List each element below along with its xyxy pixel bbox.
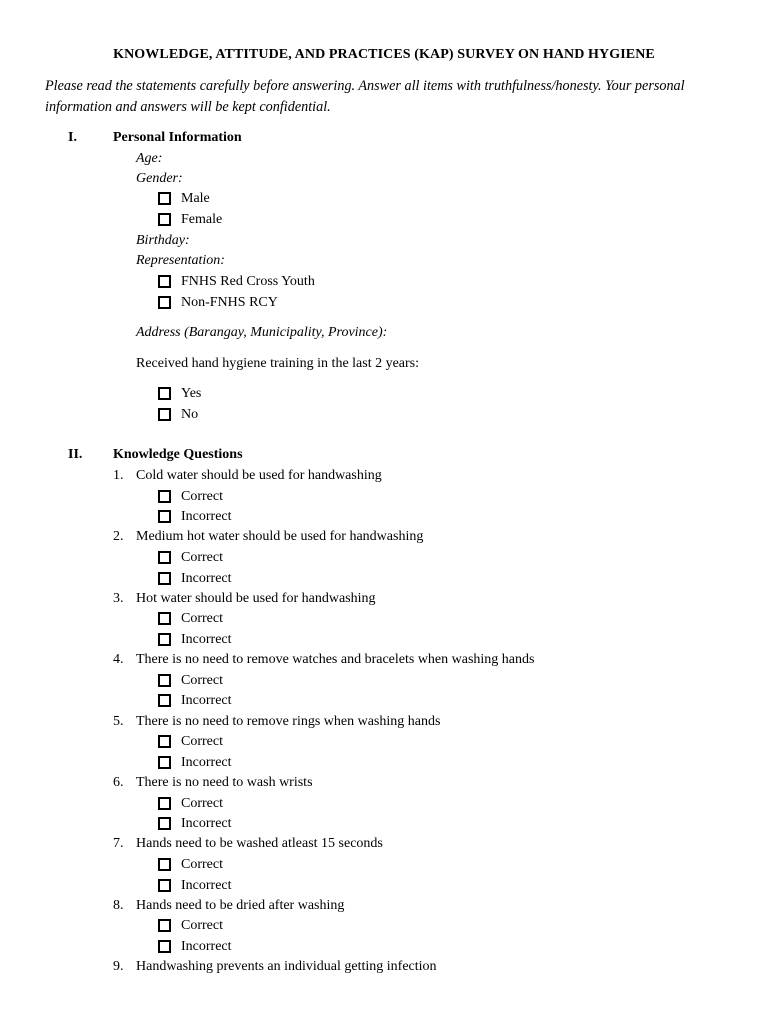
checkbox[interactable] (158, 633, 171, 646)
representation-option-non-rcy[interactable] (158, 294, 278, 311)
option-label: No (181, 407, 199, 422)
checkbox[interactable] (158, 879, 171, 892)
option-label: Incorrect (181, 693, 232, 709)
checkbox[interactable] (158, 490, 171, 503)
section-numeral: II. (68, 447, 83, 462)
option-label: Incorrect (181, 631, 232, 647)
question-number: 1. (113, 468, 124, 483)
checkbox[interactable] (158, 694, 171, 707)
answer-option-correct[interactable] (158, 733, 223, 750)
checkbox[interactable] (158, 756, 171, 769)
option-label: Correct (181, 856, 223, 872)
option-label: Correct (181, 611, 223, 627)
option-label: Correct (181, 795, 223, 811)
answer-option-incorrect[interactable] (158, 815, 232, 832)
question-number: 4. (113, 652, 124, 668)
answer-option-correct[interactable] (158, 549, 223, 566)
answer-option-correct[interactable] (158, 488, 223, 505)
answer-option-correct[interactable] (158, 795, 223, 812)
answer-option-incorrect[interactable] (158, 754, 232, 771)
question-text: There is no need to wash wrists (136, 775, 313, 790)
option-label: FNHS Red Cross Youth (181, 274, 315, 289)
question-number: 6. (113, 775, 124, 790)
option-label: Incorrect (181, 570, 232, 586)
section-title: Knowledge Questions (113, 447, 243, 462)
question-text: Hands need to be dried after washing (136, 897, 345, 913)
answer-option-incorrect[interactable] (158, 692, 232, 709)
option-label: Correct (181, 734, 223, 750)
option-label: Correct (181, 918, 223, 934)
section-title: Personal Information (113, 130, 242, 145)
checkbox[interactable] (158, 551, 171, 564)
option-label: Incorrect (181, 754, 232, 770)
option-label: Correct (181, 672, 223, 688)
training-question: Received hand hygiene training in the last 2 years: (136, 356, 420, 371)
option-label: Female (181, 212, 223, 227)
checkbox[interactable] (158, 612, 171, 625)
checkbox[interactable] (158, 858, 171, 871)
answer-option-incorrect[interactable] (158, 938, 232, 955)
training-option-no[interactable] (158, 406, 198, 423)
question-number: 3. (113, 590, 124, 606)
checkbox[interactable] (158, 296, 171, 309)
representation-label: Representation: (136, 253, 225, 268)
option-label: Correct (181, 549, 223, 565)
checkbox[interactable] (158, 797, 171, 810)
gender-option-male[interactable] (158, 190, 210, 207)
intro-instructions: Please read the statements carefully before answering. Answer all items with truthfulness/honesty. Your personal information and answers will be kept confidential. (45, 78, 685, 115)
option-label: Incorrect (181, 938, 232, 954)
question-text: Hot water should be used for handwashing (136, 590, 376, 606)
question-number: 5. (113, 713, 124, 729)
answer-option-correct[interactable] (158, 856, 223, 873)
answer-option-incorrect[interactable] (158, 508, 232, 525)
checkbox[interactable] (158, 408, 171, 421)
question-number: 7. (113, 836, 124, 852)
option-label: Male (181, 191, 210, 206)
checkbox[interactable] (158, 213, 171, 226)
answer-option-correct[interactable] (158, 610, 223, 627)
checkbox[interactable] (158, 572, 171, 585)
age-label: Age: (136, 151, 163, 166)
question-text: Cold water should be used for handwashing (136, 468, 382, 483)
question-number: 2. (113, 529, 124, 545)
answer-option-incorrect[interactable] (158, 631, 232, 648)
checkbox[interactable] (158, 674, 171, 687)
option-label: Incorrect (181, 877, 232, 893)
checkbox[interactable] (158, 817, 171, 830)
answer-option-incorrect[interactable] (158, 570, 232, 587)
question-text: Medium hot water should be used for handwashing (136, 529, 424, 545)
question-text: Handwashing prevents an individual getting infection (136, 959, 437, 975)
option-label: Correct (181, 488, 223, 504)
answer-option-incorrect[interactable] (158, 877, 232, 894)
question-text: There is no need to remove rings when washing hands (136, 713, 441, 729)
representation-option-rcy[interactable] (158, 273, 315, 290)
question-text: There is no need to remove watches and bracelets when washing hands (136, 652, 535, 668)
checkbox[interactable] (158, 735, 171, 748)
checkbox[interactable] (158, 387, 171, 400)
option-label: Incorrect (181, 816, 232, 832)
option-label: Yes (181, 386, 202, 401)
checkbox[interactable] (158, 192, 171, 205)
answer-option-correct[interactable] (158, 672, 223, 689)
training-option-yes[interactable] (158, 385, 201, 402)
checkbox[interactable] (158, 940, 171, 953)
question-text: Hands need to be washed atleast 15 seconds (136, 836, 383, 852)
gender-label: Gender: (136, 171, 183, 186)
option-label: Non-FNHS RCY (181, 295, 278, 310)
page-title: KNOWLEDGE, ATTITUDE, AND PRACTICES (KAP) SURVEY ON HAND HYGIENE (113, 47, 655, 62)
address-label: Address (Barangay, Municipality, Province): (136, 325, 388, 340)
question-number: 9. (113, 959, 124, 975)
option-label: Incorrect (181, 509, 232, 525)
gender-option-female[interactable] (158, 211, 222, 228)
checkbox[interactable] (158, 275, 171, 288)
question-number: 8. (113, 897, 124, 913)
birthday-label: Birthday: (136, 233, 190, 248)
section-numeral: I. (68, 130, 77, 145)
checkbox[interactable] (158, 919, 171, 932)
answer-option-correct[interactable] (158, 917, 223, 934)
checkbox[interactable] (158, 510, 171, 523)
